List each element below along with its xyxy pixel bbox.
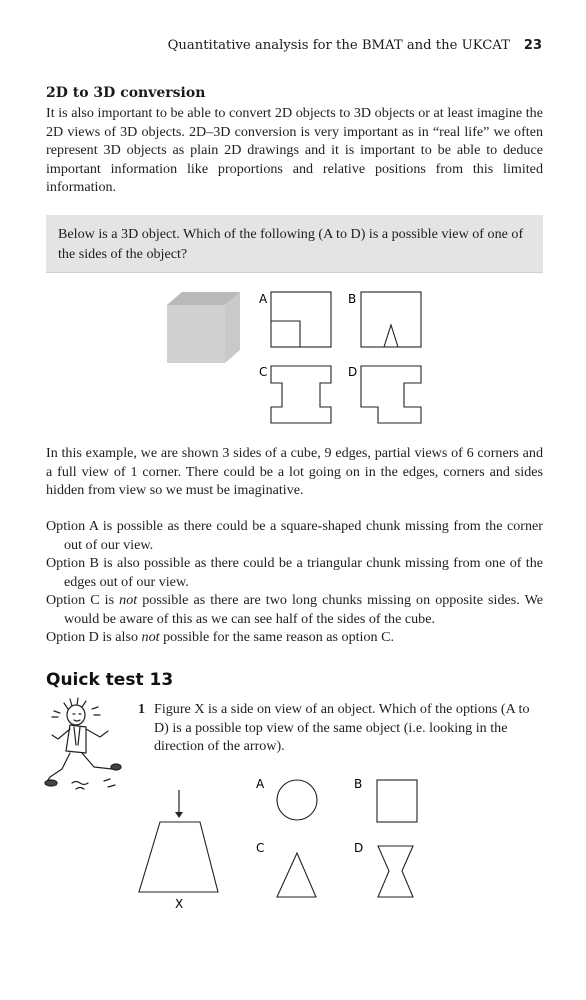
shape-option-label-b: B (354, 777, 363, 791)
quick-test-question-text: Figure X is a side on view of an object. Which of the options (A to D) is a possible top view of the same object (i.e. looking in the direction of the arrow). (154, 701, 530, 755)
down-arrow-icon (175, 790, 183, 818)
question-number: 1 (138, 701, 146, 717)
shape-option-c-triangle (277, 853, 316, 897)
cube-option-label-c: C (259, 365, 268, 379)
explanation-option-a: Option A is possible as there could be a square-shaped chunk missing from the corner out of our view. (46, 518, 543, 553)
cube-option-c-shape (271, 366, 331, 423)
cube-option-b-shape (361, 292, 421, 347)
explanation-option-c (46, 591, 543, 628)
cube-option-label-a: A (259, 292, 268, 306)
option-d-lead: Option D is also (46, 629, 142, 645)
option-c-rest: possible as there are two long chunks missing on opposite sides. We would be aware of this as we can see half of the sides of the cube. (64, 592, 543, 627)
explanation-paragraph: In this example, we are shown 3 sides of a cube, 9 edges, partial views of 6 corners and a full view of 1 corner. There could be a lot going on in the edges, corners and sides hidden from view so we must be imaginative. (46, 445, 543, 499)
trapezoid-figure (130, 770, 430, 915)
question-text: Below is a 3D object. Which of the following (A to D) is a possible view of one of the sides of the object? (58, 226, 524, 262)
quick-test-question (138, 700, 543, 756)
quick-test-heading: Quick test 13 (46, 670, 174, 690)
intro-paragraph: It is also important to be able to convert 2D objects to 3D objects or at least imagine the 2D views of 3D objects. 2D–3D conversion is very important as in “real life” we often represent 3D objects as plain 2D drawings and it is important to be able to deduce important information like proportions and relative positions from this limited information. (46, 105, 543, 196)
option-d-rest: possible for the same reason as option C. (159, 629, 395, 645)
option-d-not: not (141, 629, 160, 645)
explanation-option-d (46, 628, 394, 647)
shape-option-label-a: A (256, 777, 265, 791)
page-number: 23 (523, 38, 542, 53)
section-heading: 2D to 3D conversion (46, 85, 206, 101)
cube-figure (160, 285, 430, 430)
shape-option-d-hourglass (378, 846, 413, 897)
figure-x-trapezoid (139, 822, 218, 892)
running-student-icon (42, 695, 124, 795)
explanation-option-b: Option B is also possible as there could be a triangular chunk missing from one of the edges out of our view. (46, 555, 543, 590)
shape-option-label-d: D (354, 841, 364, 855)
cube-option-label-b: B (348, 292, 357, 306)
figure-x-label: X (175, 897, 184, 911)
running-title: Quantitative analysis for the BMAT and the UKCAT (167, 38, 510, 53)
cube-option-label-d: D (348, 365, 358, 379)
cube-option-d-shape (361, 366, 421, 423)
shape-option-a-circle (277, 780, 317, 820)
cube-option-a-shape (271, 292, 331, 347)
shape-option-label-c: C (256, 841, 265, 855)
cube-image (167, 292, 240, 363)
question-box (46, 215, 543, 273)
running-head (0, 38, 542, 53)
option-c-lead: Option C is (46, 592, 120, 608)
shape-option-b-square (377, 780, 417, 822)
option-c-not: not (119, 592, 138, 608)
